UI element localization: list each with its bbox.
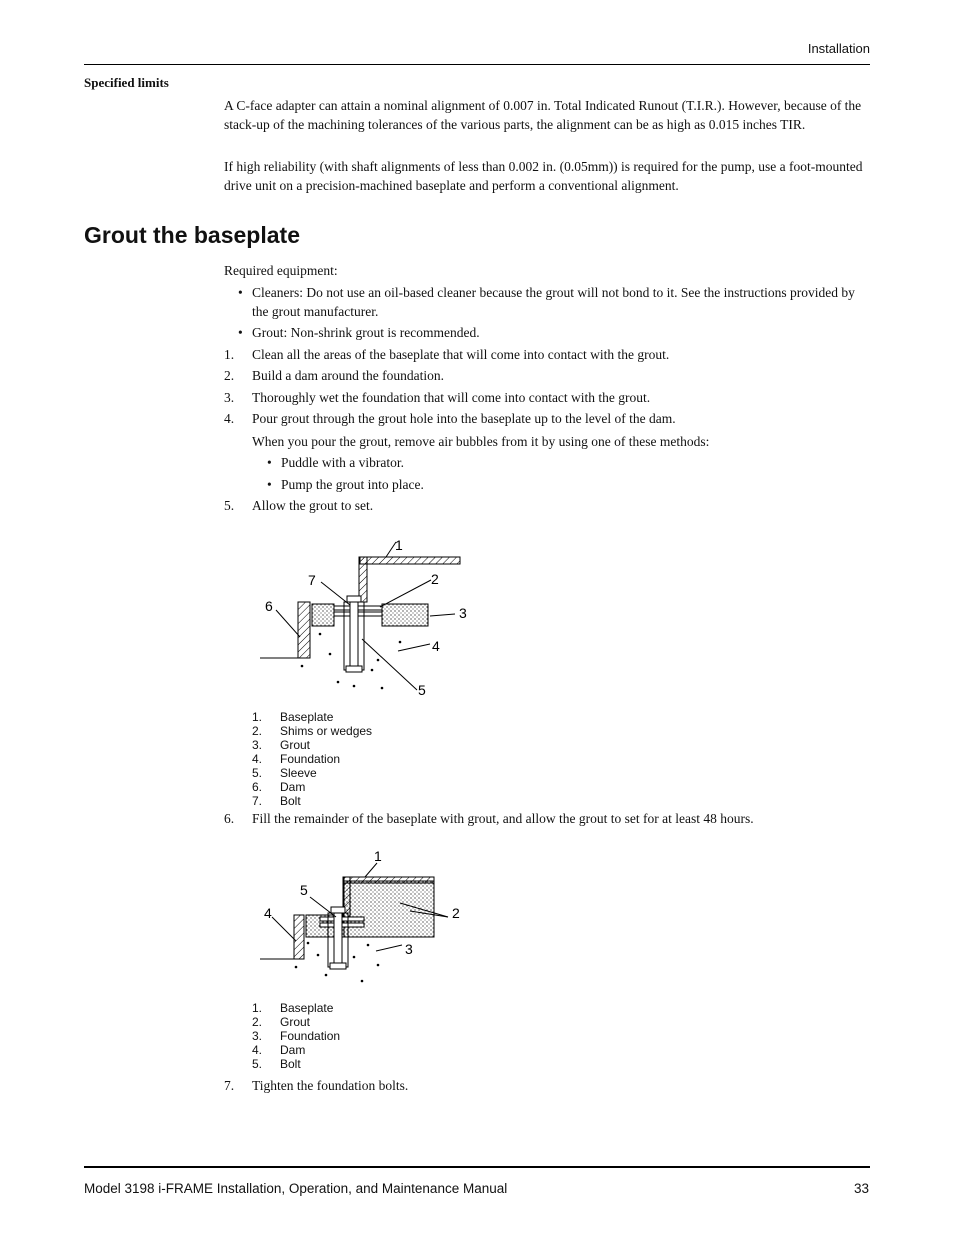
list-item bbox=[238, 284, 870, 321]
section-title: Grout the baseplate bbox=[84, 222, 300, 248]
bolt bbox=[350, 596, 358, 672]
step-number: 2. bbox=[224, 368, 235, 383]
dam bbox=[294, 915, 304, 959]
callout-label: 3 bbox=[405, 941, 413, 957]
step bbox=[224, 389, 870, 408]
callout-label: 6 bbox=[265, 598, 273, 614]
step bbox=[224, 410, 870, 429]
grout-dam-diagram bbox=[250, 530, 490, 702]
list-item-text: Puddle with a vibrator. bbox=[281, 455, 404, 470]
subsection-heading: Specified limits bbox=[84, 75, 169, 90]
filled-grout-diagram bbox=[250, 845, 480, 990]
paragraph: If high reliability (with shaft alignments of less than 0.002 in. (0.05mm)) is required for the pump, use a foot-mounted drive unit on a precision-machined baseplate and perform a conventional alignment. bbox=[224, 159, 863, 193]
bullet-icon: • bbox=[267, 477, 272, 492]
callout-label: 5 bbox=[300, 882, 308, 898]
running-header: Installation bbox=[807, 41, 870, 56]
callout-label: 2 bbox=[452, 905, 460, 921]
dam bbox=[298, 602, 310, 658]
step-text: Build a dam around the foundation. bbox=[252, 368, 444, 383]
step bbox=[224, 810, 870, 829]
step-text: Pour grout through the grout hole into the baseplate up to the level of the dam. bbox=[252, 411, 676, 426]
list-item bbox=[267, 454, 827, 473]
callout-label: 7 bbox=[308, 572, 316, 588]
figure-legend: 1. Baseplate 2. Grout 3. Foundation 4. Dam 5. Bolt bbox=[252, 1001, 341, 1071]
step-number: 6. bbox=[224, 811, 235, 826]
callout-label: 2 bbox=[431, 571, 439, 587]
callout-label: 1 bbox=[374, 848, 382, 864]
list-item bbox=[238, 324, 870, 343]
paragraph: A C-face adapter can attain a nominal alignment of 0.007 in. Total Indicated Runout (T.I.R.). However, because of the stack-up of the machining tolerances of the various parts, the alignment can be as high as 0.015 inches TIR. bbox=[224, 98, 862, 132]
callout-label: 4 bbox=[264, 905, 272, 921]
step bbox=[224, 1077, 870, 1096]
bullet-icon: • bbox=[238, 285, 243, 300]
bolt-nut bbox=[330, 963, 346, 969]
bolt-nut bbox=[346, 666, 362, 672]
step-number: 3. bbox=[224, 390, 235, 405]
figure-legend: 1. Baseplate 2. Shims or wedges 3. Grout 4. Foundation 5. Sleeve 6. Dam 7. Bolt bbox=[252, 710, 373, 808]
manual-title: Model 3198 i-FRAME Installation, Operation, and Maintenance Manual bbox=[84, 1181, 508, 1196]
baseplate-web bbox=[359, 557, 367, 602]
step-text: Tighten the foundation bolts. bbox=[252, 1078, 409, 1093]
bullet-icon: • bbox=[267, 455, 272, 470]
baseplate-flange bbox=[360, 557, 460, 564]
page-number: 33 bbox=[853, 1181, 869, 1196]
callout-label: 4 bbox=[432, 638, 440, 654]
step-subtext: When you pour the grout, remove air bubbles from it by using one of these methods: bbox=[252, 434, 710, 449]
step-number: 4. bbox=[224, 411, 235, 426]
header-rule bbox=[84, 64, 870, 65]
footer-rule bbox=[84, 1166, 870, 1168]
callout-label: 3 bbox=[459, 605, 467, 621]
step-text: Clean all the areas of the baseplate that will come into contact with the grout. bbox=[252, 347, 670, 362]
baseplate-flange bbox=[344, 877, 434, 883]
list-item-text: Cleaners: Do not use an oil-based cleaner because the grout will not bond to it. See the instructions provided by the grout manufacturer. bbox=[252, 285, 855, 319]
step-text: Thoroughly wet the foundation that will come into contact with the grout. bbox=[252, 390, 651, 405]
grout-block bbox=[312, 604, 334, 626]
step bbox=[224, 497, 870, 516]
step-number: 7. bbox=[224, 1078, 235, 1093]
required-equipment-label: Required equipment: bbox=[224, 263, 338, 278]
step-text: Allow the grout to set. bbox=[252, 498, 374, 513]
callout-label: 5 bbox=[418, 682, 426, 698]
step bbox=[224, 346, 870, 365]
list-item bbox=[267, 476, 827, 495]
list-item-text: Pump the grout into place. bbox=[281, 477, 424, 492]
callout-label: 1 bbox=[395, 537, 403, 553]
bolt-nut bbox=[347, 596, 361, 602]
grout-block bbox=[382, 604, 428, 626]
list-item-text: Grout: Non-shrink grout is recommended. bbox=[252, 325, 480, 340]
step-text: Fill the remainder of the baseplate with grout, and allow the grout to set for at least 48 hours. bbox=[252, 811, 754, 826]
step-number: 1. bbox=[224, 347, 235, 362]
step bbox=[224, 367, 870, 386]
step-number: 5. bbox=[224, 498, 235, 513]
bolt-nut bbox=[331, 907, 345, 913]
bullet-icon: • bbox=[238, 325, 243, 340]
